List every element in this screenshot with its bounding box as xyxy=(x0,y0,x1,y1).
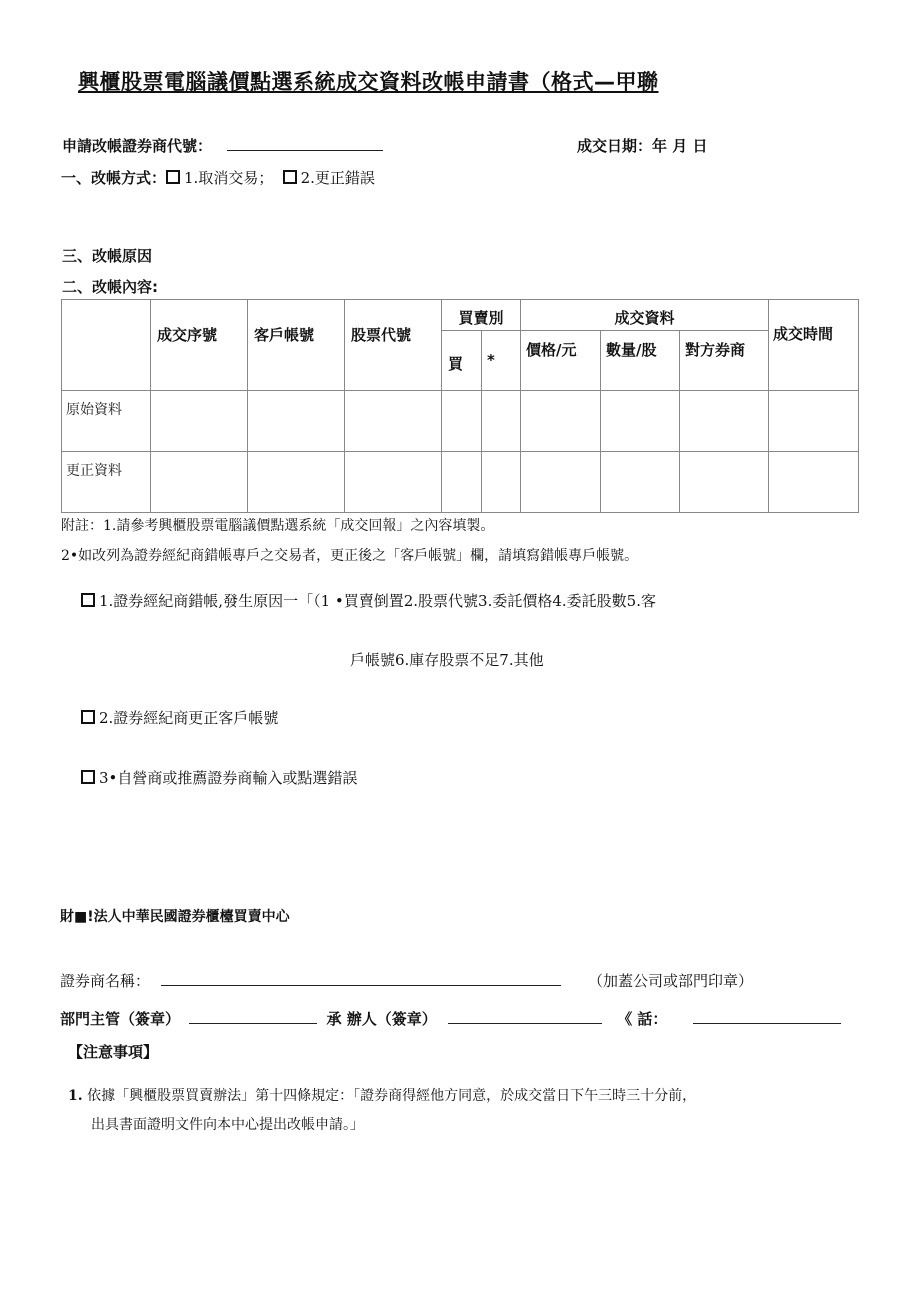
header-counterparty: 對方券商 xyxy=(680,331,769,391)
notice-item-1-line-1: 依據「興櫃股票買賣辦法」第十四條規定：「證券商得經他方同意，於成交當日下午三時三十分前， xyxy=(87,1088,697,1104)
reason-option-1 xyxy=(81,590,656,611)
reason-option-2 xyxy=(81,707,278,728)
table-row-original xyxy=(62,391,859,452)
reason-1-text: 1.證券經紀商錯帳,發生原因一「（1 •買賣倒置2.股票代號3.委託價格4.委託股數5.客 xyxy=(99,592,656,610)
row-label-original: 原始資料 xyxy=(62,391,151,452)
broker-code-field[interactable] xyxy=(227,136,383,151)
header-trade-info: 成交資料 xyxy=(521,300,769,331)
checkbox-reason-3[interactable] xyxy=(81,770,95,784)
header-buy: 買 xyxy=(442,331,482,391)
cell-input[interactable] xyxy=(521,452,601,513)
content-heading: 二、改帳內容: xyxy=(62,278,158,296)
reason-2-text: 2.證券經紀商更正客戶帳號 xyxy=(99,709,279,727)
reason-1-continued: 戶帳號6.庫存股票不足7.其他 xyxy=(350,651,544,669)
checkbox-cancel[interactable] xyxy=(166,170,180,184)
cell-input[interactable] xyxy=(151,452,248,513)
document-title: 興櫃股票電腦議價點選系統成交資料改帳申請書（格式—甲聯 xyxy=(78,70,659,94)
cell-input[interactable] xyxy=(151,391,248,452)
handler-signature-field[interactable] xyxy=(448,1009,602,1024)
reason-3-text: 3•自營商或推薦證券商輸入或點選錯誤 xyxy=(99,769,358,787)
cell-input[interactable] xyxy=(248,391,345,452)
phone-field[interactable] xyxy=(693,1009,841,1024)
checkbox-correct[interactable] xyxy=(283,170,297,184)
cell-input[interactable] xyxy=(769,391,859,452)
header-account: 客戶帳號 xyxy=(248,300,345,391)
note-1: 附註：1.請參考興櫃股票電腦議價點選系統「成交回報」之內容填製。 xyxy=(61,518,495,534)
header-sell: * xyxy=(482,331,521,391)
cell-input[interactable] xyxy=(345,391,442,452)
cell-input[interactable] xyxy=(769,452,859,513)
supervisor-label: 部門主管（簽章） xyxy=(60,1010,181,1028)
method-option-cancel: 1.取消交易； xyxy=(184,169,274,187)
supervisor-signature-field[interactable] xyxy=(189,1009,317,1024)
cell-input[interactable] xyxy=(442,452,482,513)
checkbox-reason-1[interactable] xyxy=(81,593,95,607)
method-label: 一、改帳方式： xyxy=(61,169,167,187)
cell-input[interactable] xyxy=(521,391,601,452)
trade-correction-table xyxy=(61,299,859,513)
organization-name: 財■!法人中華民國證券櫃檯買賣中心 xyxy=(60,909,290,925)
cell-input[interactable] xyxy=(248,452,345,513)
cell-input[interactable] xyxy=(482,391,521,452)
cell-input[interactable] xyxy=(345,452,442,513)
method-option-correct: 2.更正錯誤 xyxy=(300,169,375,187)
cell-input[interactable] xyxy=(680,391,769,452)
handler-label: 承 辦人（簽章） xyxy=(326,1010,437,1028)
cell-input[interactable] xyxy=(601,391,680,452)
notice-heading: 【注意事項】 xyxy=(68,1043,159,1061)
table-corner-cell xyxy=(62,300,151,391)
broker-code-row xyxy=(62,135,383,156)
phone-label: 《 話： xyxy=(617,1010,668,1028)
cell-input[interactable] xyxy=(482,452,521,513)
cell-input[interactable] xyxy=(680,452,769,513)
cell-input[interactable] xyxy=(442,391,482,452)
stamp-note: （加蓋公司或部門印章） xyxy=(588,972,754,990)
reason-option-3 xyxy=(81,767,357,788)
checkbox-reason-2[interactable] xyxy=(81,710,95,724)
header-trade-time: 成交時間 xyxy=(769,300,859,391)
header-quantity: 數量/股 xyxy=(601,331,680,391)
header-price: 價格/元 xyxy=(521,331,601,391)
signature-row xyxy=(60,1008,841,1029)
header-serial: 成交序號 xyxy=(151,300,248,391)
cell-input[interactable] xyxy=(601,452,680,513)
notice-item-1 xyxy=(68,1085,696,1105)
row-label-corrected: 更正資料 xyxy=(62,452,151,513)
broker-name-field[interactable] xyxy=(161,971,561,986)
method-row xyxy=(61,167,375,188)
table-row-corrected xyxy=(62,452,859,513)
trade-date-label: 成交日期：年 月 日 xyxy=(577,137,708,155)
broker-name-label: 證券商名稱： xyxy=(60,972,151,990)
broker-name-row xyxy=(60,970,561,991)
header-side: 買賣別 xyxy=(442,300,521,331)
reason-heading: 三、改帳原因 xyxy=(62,247,153,265)
notice-item-1-number: 1. xyxy=(68,1088,83,1104)
notice-item-1-line-2: 出具書面證明文件向本中心提出改帳申請。」 xyxy=(91,1117,364,1133)
broker-code-label: 申請改帳證券商代號： xyxy=(62,137,213,155)
note-2: 2•如改列為證券經紀商錯帳專戶之交易者，更正後之「客戶帳號」欄，請填寫錯帳專戶帳號。 xyxy=(61,548,639,564)
header-stock-code: 股票代號 xyxy=(345,300,442,391)
